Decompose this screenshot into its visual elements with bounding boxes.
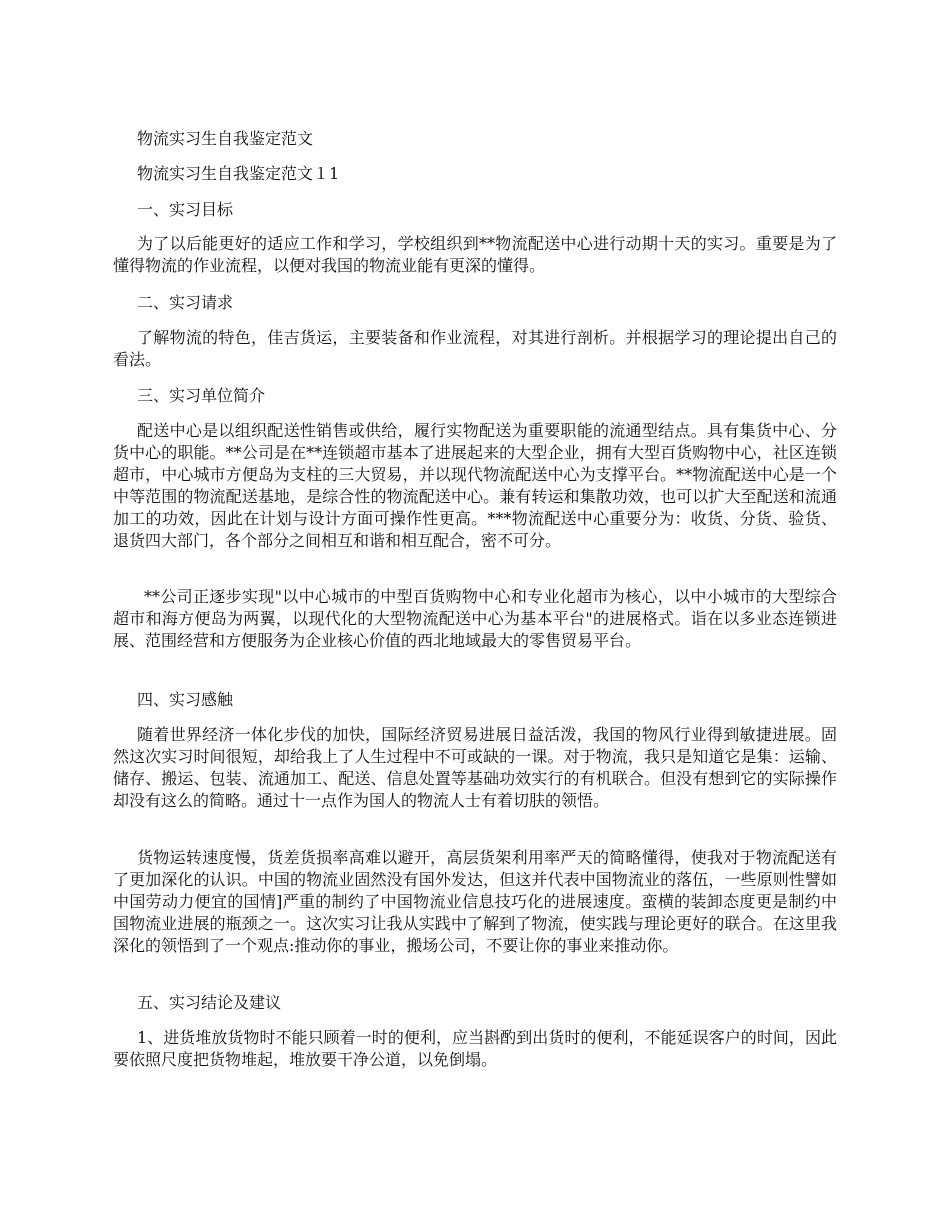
section-heading-conclusion: 五、实习结论及建议 — [137, 993, 282, 1012]
document-subtitle: 物流实习生自我鉴定范文１1 — [137, 164, 340, 183]
section-heading-company: 三、实习单位简介 — [137, 386, 266, 405]
section-heading-reflection: 四、实习感触 — [137, 690, 234, 709]
paragraph: 了解物流的特色，佳吉货运，主要装备和作业流程，对其进行剖析。并根据学习的理论提出自己的看法。 — [113, 328, 837, 369]
paragraph: 1、进货堆放货物时不能只顾着一时的便利，应当斟酌到出货时的便利，不能延误客户的时间，因此要依照尺度把货物堆起，堆放要干净公道，以免倒塌。 — [113, 1028, 837, 1069]
paragraph: 随着世界经济一体化步伐的加快，国际经济贸易进展日益活泼，我国的物风行业得到敏捷进展。固然这次实习时间很短，却给我上了人生过程中不可或缺的一课。对于物流，我只是知道它是集：运输、储存、搬运、包装、流通加工、配送、信息处置等基础功效实行的有机联合。但没有想到它的实际操作却没有这么的简略。通过十一点作为国人的物流人士有着切肤的领悟。 — [113, 725, 837, 810]
paragraph: 配送中心是以组织配送性销售或供给，履行实物配送为重要职能的流通型结点。具有集货中心、分货中心的职能。**公司是在**连锁超市基本了进展起来的大型企业，拥有大型百货购物中心，社区连锁超市，中心城市方便岛为支柱的三大贸易，并以现代物流配送中心为支撑平台。**物流配送中心是一个中等范围的物流配送基地，是综合性的物流配送中心。兼有转运和集散功效，也可以扩大至配送和流通加工的功效，因此在计划与设计方面可操作性更高。***物流配送中心重要分为：收货、分货、验货、退货四大部门，各个部分之间相互和谐和相互配合，密不可分。 — [113, 421, 837, 550]
paragraph: 货物运转速度慢，货差货损率高难以避开，高层货架利用率严天的简略懂得，使我对于物流配送有了更加深化的认识。中国的物流业固然没有国外发达，但这并代表中国物流业的落伍，一些原则性譬如中国劳动力便宜的国情]严重的制约了中国物流业信息技巧化的进展速度。蛮横的装卸态度更是制约中国物流业进展的瓶颈之一。这次实习让我从实践中了解到了物流，使实践与理论更好的联合。在这里我深化的领悟到了一个观点:推动你的事业，搬场公司，不要让你的事业来推动你。 — [113, 848, 837, 955]
section-heading-goal: 一、实习目标 — [137, 200, 234, 219]
paragraph: 为了以后能更好的适应工作和学习，学校组织到**物流配送中心进行动期十天的实习。重要是为了懂得物流的作业流程，以便对我国的物流业能有更深的懂得。 — [113, 234, 837, 275]
paragraph: **公司正逐步实现"以中心城市的中型百货购物中心和专业化超市为核心，以中小城市的大型综合超市和海方便岛为两翼，以现代化的大型物流配送中心为基本平台"的进展格式。诣在以多业态连锁进展、范围经营和方便服务为企业核心价值的西北地域最大的零售贸易平台。 — [113, 587, 837, 650]
section-heading-requirements: 二、实习请求 — [137, 293, 234, 312]
document-title: 物流实习生自我鉴定范文 — [137, 129, 314, 148]
